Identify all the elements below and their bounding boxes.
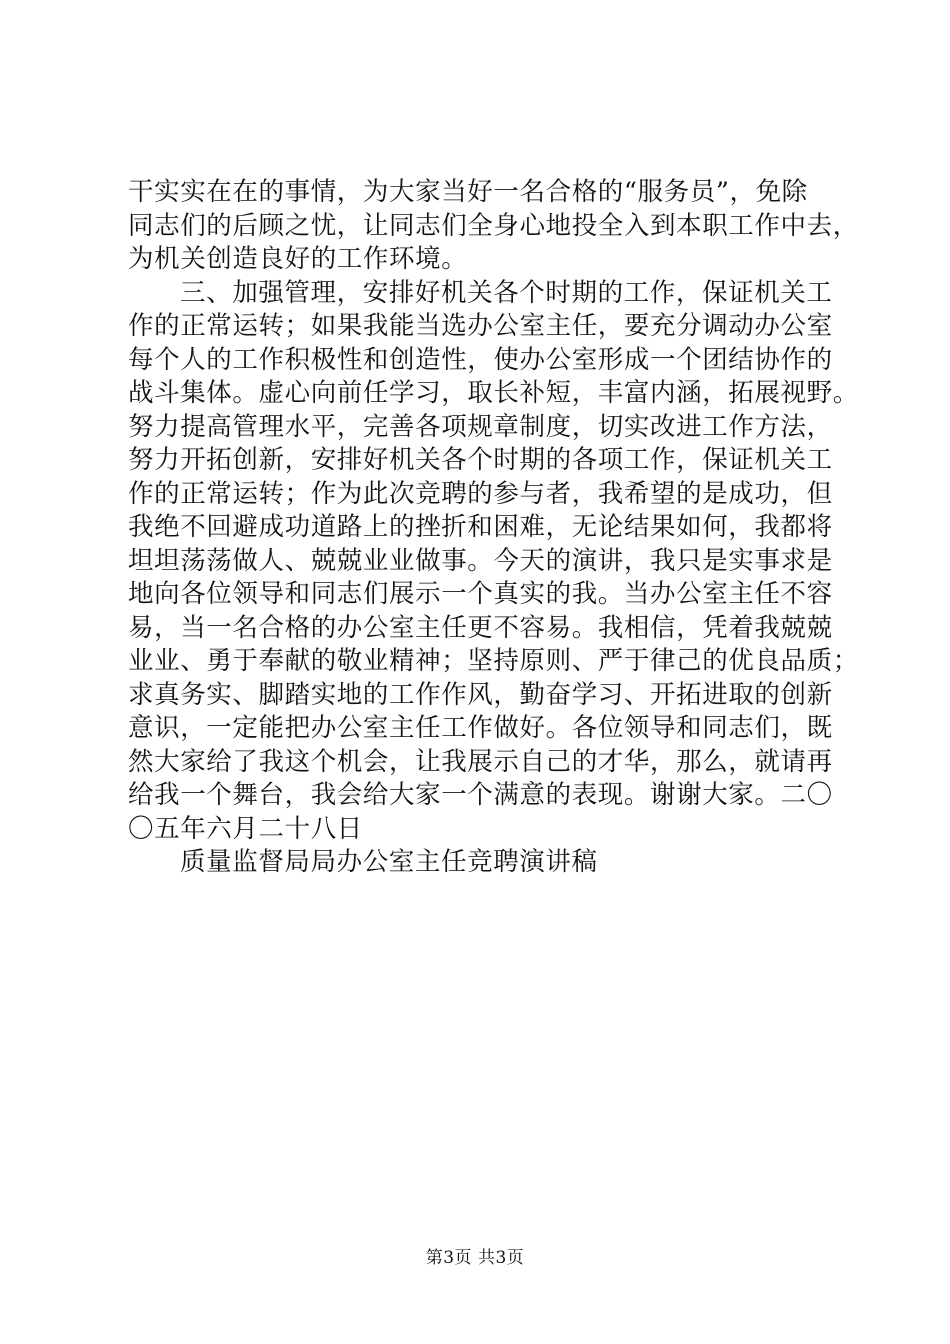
document-body xyxy=(128,176,859,880)
text-line: 同志们的后顾之忧，让同志们全身心地投全入到本职工作中去， xyxy=(128,210,859,241)
text-line: 我绝不回避成功道路上的挫折和困难，无论结果如何，我都将 xyxy=(128,512,833,542)
text-line: 为机关创造良好的工作环境。 xyxy=(128,244,468,274)
text-line: 作的正常运转；如果我能当选办公室主任，要充分调动办公室 xyxy=(128,311,833,341)
text-line: 每个人的工作积极性和创造性，使办公室形成一个团结协作的 xyxy=(128,344,833,375)
text-line: 坦坦荡荡做人、兢兢业业做事。今天的演讲，我只是实事求是 xyxy=(128,545,833,576)
text-line: 给我一个舞台，我会给大家一个满意的表现。谢谢大家。二〇 xyxy=(128,780,833,810)
text-line: 地向各位领导和同志们展示一个真实的我。当办公室主任不容 xyxy=(128,579,833,609)
paragraph-start-line: 三、加强管理，安排好机关各个时期的工作，保证机关工 xyxy=(180,277,833,308)
text-line: 战斗集体。虚心向前任学习，取长补短，丰富内涵，拓展视野。 xyxy=(128,378,859,408)
text-line: 作的正常运转；作为此次竞聘的参与者，我希望的是成功，但 xyxy=(128,478,833,509)
text-line: 努力提高管理水平，完善各项规章制度，切实改进工作方法， xyxy=(128,411,833,442)
page-footer: 第3页 共3页 xyxy=(425,1248,525,1268)
text-line: 业业、勇于奉献的敬业精神；坚持原则、严于律己的优良品质； xyxy=(128,646,859,676)
text-line: 然大家给了我这个机会，让我展示自己的才华，那么，就请再 xyxy=(128,746,833,777)
text-line: 求真务实、脚踏实地的工作作风，勤奋学习、开拓进取的创新 xyxy=(128,679,833,710)
text-line: 努力开拓创新，安排好机关各个时期的各项工作，保证机关工 xyxy=(128,445,833,475)
text-line: 意识，一定能把办公室主任工作做好。各位领导和同志们，既 xyxy=(128,713,833,743)
text-line: 易，当一名合格的办公室主任更不容易。我相信，凭着我兢兢 xyxy=(128,612,833,643)
text-line: 干实实在在的事情，为大家当好一名合格的“服务员”，免除 xyxy=(128,177,808,207)
text-line: 〇五年六月二十八日 xyxy=(128,813,363,844)
document-title-line: 质量监督局局办公室主任竞聘演讲稿 xyxy=(180,847,598,877)
